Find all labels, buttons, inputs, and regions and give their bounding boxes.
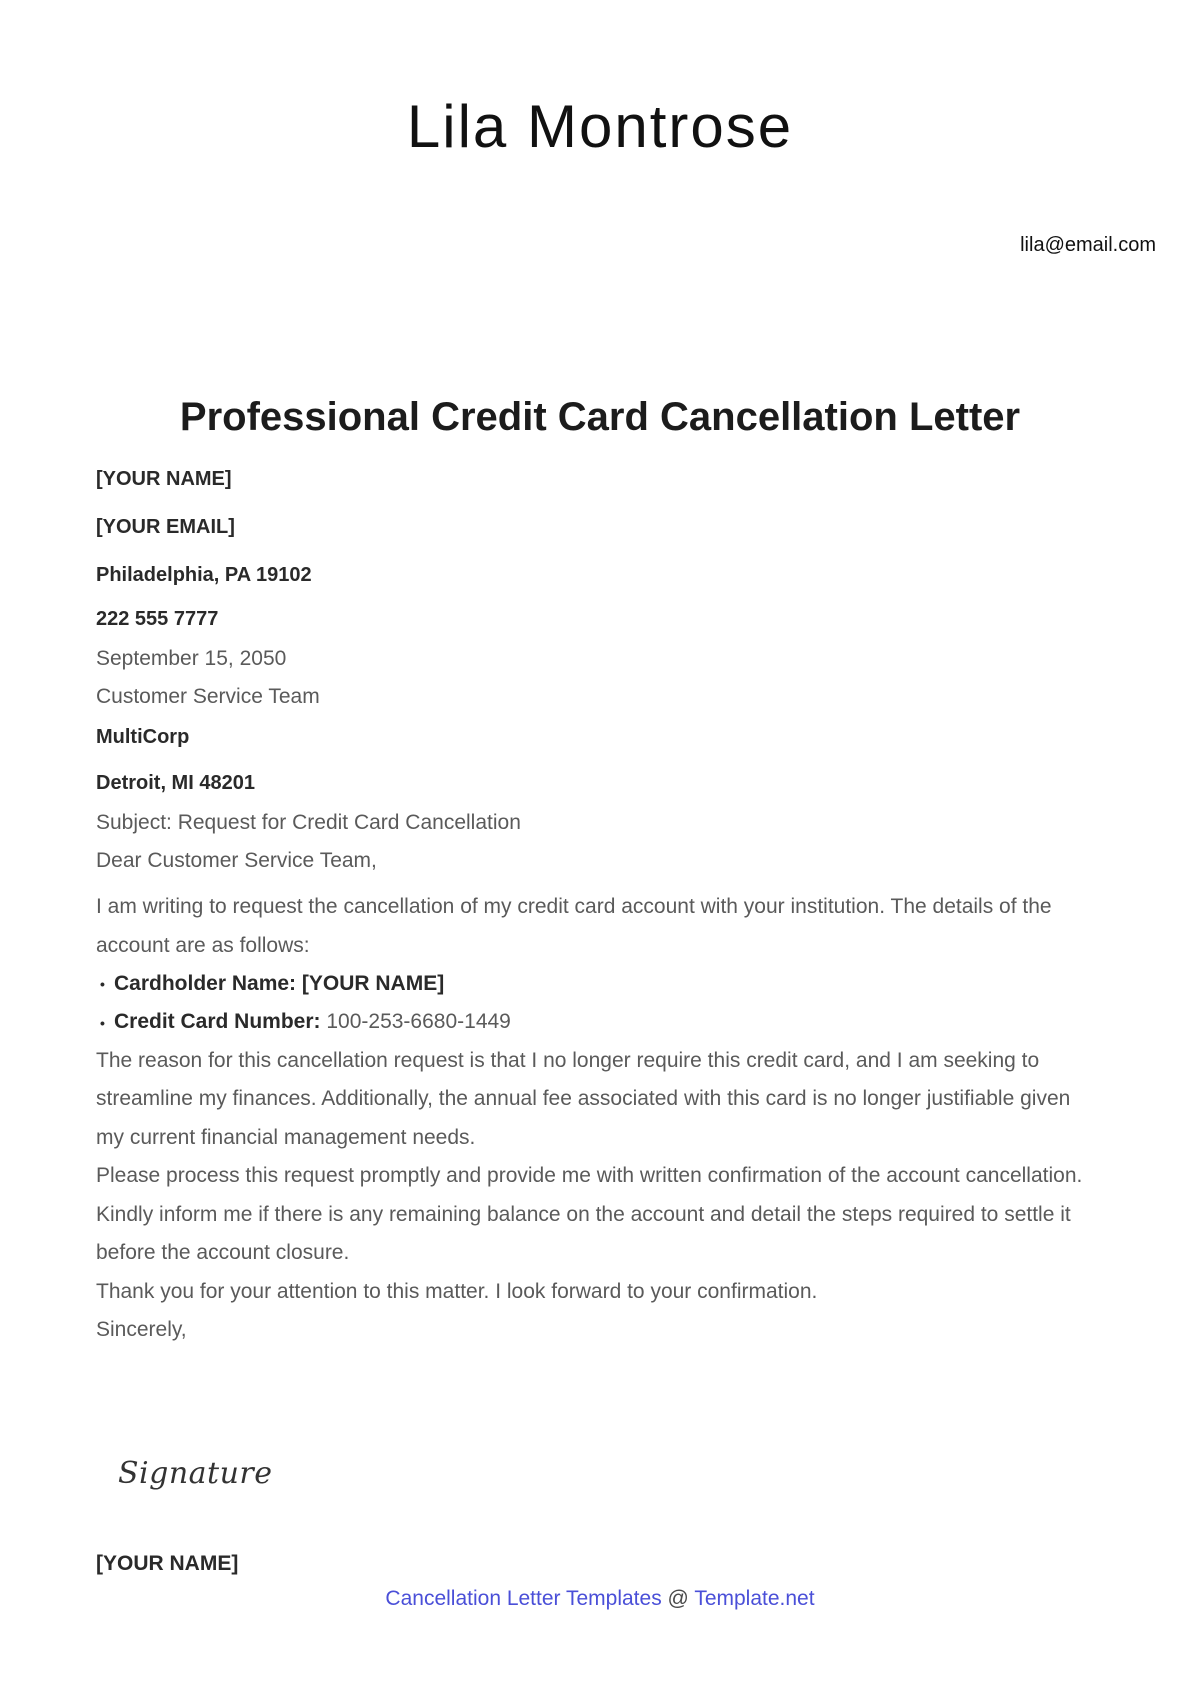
- bullet-icon: •: [100, 976, 105, 993]
- account-details-list: [96, 965, 1096, 1042]
- letter-date: September 15, 2050: [96, 647, 287, 670]
- subject-line: Subject: Request for Credit Card Cancellation: [96, 811, 521, 834]
- footer: [0, 1587, 1200, 1611]
- card-number-label: Credit Card Number:: [114, 1010, 321, 1034]
- letter-title: Professional Credit Card Cancellation Letter: [179, 395, 1021, 439]
- reason-paragraph: The reason for this cancellation request is that I no longer require this credit card, and I am seeking to streamline my finances. Additionally, the annual fee associated with this card is no longer justifiable given my current financial management needs.: [96, 1048, 1071, 1149]
- sender-city: Philadelphia, PA 19102: [96, 564, 312, 586]
- card-number-value: 100-253-6680-1449: [320, 1010, 511, 1034]
- templates-link[interactable]: Cancellation Letter Templates: [385, 1587, 662, 1610]
- intro-paragraph: I am writing to request the cancellation of my credit card account with your institution. The details of the account are as follows:: [96, 895, 1052, 957]
- request-paragraph: Please process this request promptly and provide me with written confirmation of the account cancellation. Kindly inform me if there is any remaining balance on the account and detail the steps required to settle it before the account closure.: [96, 1164, 1083, 1265]
- list-item: [96, 1003, 1096, 1041]
- sender-email: [YOUR EMAIL]: [96, 516, 235, 538]
- template-net-link[interactable]: Template.net: [694, 1587, 815, 1610]
- cardholder-name-label: Cardholder Name: [YOUR NAME]: [114, 972, 445, 995]
- sender-phone: 222 555 7777: [96, 608, 219, 630]
- thanks-paragraph: Thank you for your attention to this matter. I look forward to your confirmation.: [96, 1279, 818, 1303]
- sender-name: [YOUR NAME]: [96, 468, 232, 490]
- recipient-team: Customer Service Team: [96, 685, 320, 708]
- letter-body: [96, 466, 1096, 1350]
- signoff-name: [YOUR NAME]: [96, 1552, 239, 1575]
- letterhead-name: Lila Montrose: [406, 93, 794, 160]
- recipient-company: MultiCorp: [96, 726, 190, 748]
- signature: Signature: [118, 1456, 273, 1491]
- letterhead-email: lila@email.com: [1020, 234, 1156, 256]
- recipient-city: Detroit, MI 48201: [96, 772, 255, 794]
- closing: Sincerely,: [96, 1318, 187, 1342]
- salutation: Dear Customer Service Team,: [96, 849, 377, 872]
- list-item: [96, 965, 1096, 1003]
- footer-separator: @: [661, 1587, 695, 1610]
- bullet-icon: •: [100, 1014, 105, 1031]
